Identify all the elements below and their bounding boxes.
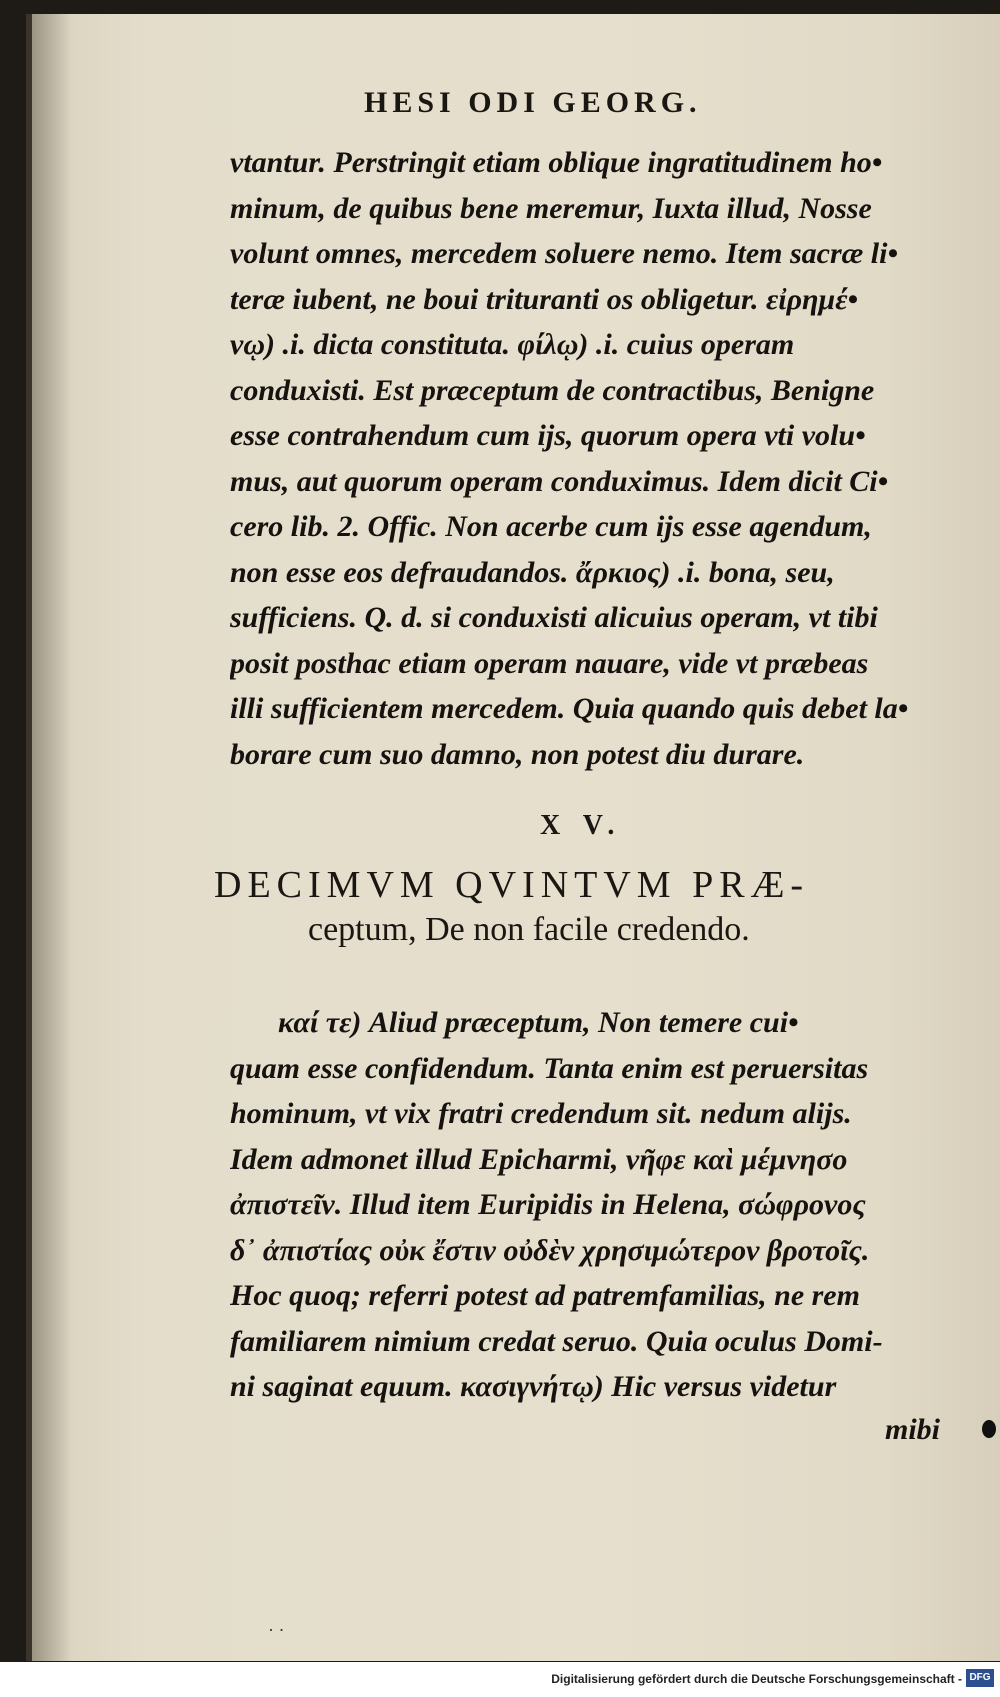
section-heading-line-2: ceptum, De non facile credendo. — [308, 911, 750, 948]
body-text-lower — [230, 1000, 950, 1410]
dfg-logo-icon: DFG — [966, 1669, 994, 1687]
text-line: ἀπιστεῖν. Illud item Euripidis in Helena, σώφρονος — [230, 1188, 866, 1221]
text-line: καί τε) Aliud præceptum, Non temere cui• — [278, 1006, 799, 1039]
gutter-shadow — [32, 14, 72, 1661]
text-line: non esse eos defraudandos. ἄρκιος) .i. bona, seu, — [230, 555, 835, 589]
section-heading — [214, 862, 954, 952]
running-head: HESI ODI GEORG. — [364, 86, 702, 119]
text-line: volunt omnes, mercedem soluere nemo. Item sacræ li• — [230, 237, 898, 270]
text-line: Idem admonet illud Epicharmi, νῆφε καὶ μέμνησο — [230, 1142, 848, 1176]
text-line: ni saginat equum. κασιγνήτῳ) Hic versus videtur — [230, 1370, 837, 1403]
text-line: posit posthac etiam operam nauare, vide vt præbeas — [230, 646, 869, 680]
text-line: Hoc quoq; referri potest ad patremfamilias, ne rem — [230, 1279, 860, 1312]
text-line: esse contrahendum cum ijs, quorum opera vti volu• — [230, 419, 866, 452]
footer-credit: Digitalisierung gefördert durch die Deutsche Forschungsgemeinschaft - — [551, 1672, 962, 1686]
body-text-upper — [230, 140, 950, 777]
text-line: cero lib. 2. Offic. Non acerbe cum ijs esse agendum, — [230, 510, 872, 543]
text-line: quam esse confidendum. Tanta enim est peruersitas — [230, 1051, 869, 1085]
ink-specks: · · — [268, 1620, 285, 1640]
text-line: borare cum suo damno, non potest diu durare. — [230, 737, 805, 771]
text-line: δ᾽ ἀπιστίας οὐκ ἔστιν οὐδὲν χρησιμώτερον βροτοῖς. — [230, 1233, 870, 1267]
text-line: sufficiens. Q. d. si conduxisti alicuius operam, vt tibi — [230, 601, 878, 634]
text-line: familiarem nimium credat seruo. Quia oculus Domi- — [230, 1324, 883, 1358]
text-line: νῳ) .i. dicta constituta. φίλῳ) .i. cuius operam — [230, 328, 795, 361]
text-line: teræ iubent, ne boui trituranti os obligetur. εἰρημέ• — [230, 282, 859, 316]
text-line: minum, de quibus bene meremur, Iuxta illud, Nosse — [230, 191, 872, 225]
text-line: vtantur. Perstringit etiam oblique ingratitudinem ho• — [230, 146, 883, 179]
text-line: illi sufficientem mercedem. Quia quando quis debet la• — [230, 692, 909, 725]
section-number: X V. — [540, 810, 623, 841]
text-line: mus, aut quorum operam conduximus. Idem dicit Ci• — [230, 464, 889, 498]
catchword: mibi — [884, 1413, 940, 1446]
page-edge-mark — [982, 1420, 996, 1438]
text-line: hominum, vt vix fratri credendum sit. nedum alijs. — [230, 1097, 852, 1130]
section-heading-line-1: DECIMVM QVINTVM PRÆ- — [214, 864, 810, 906]
text-line: conduxisti. Est præceptum de contractibus, Benigne — [230, 373, 875, 407]
